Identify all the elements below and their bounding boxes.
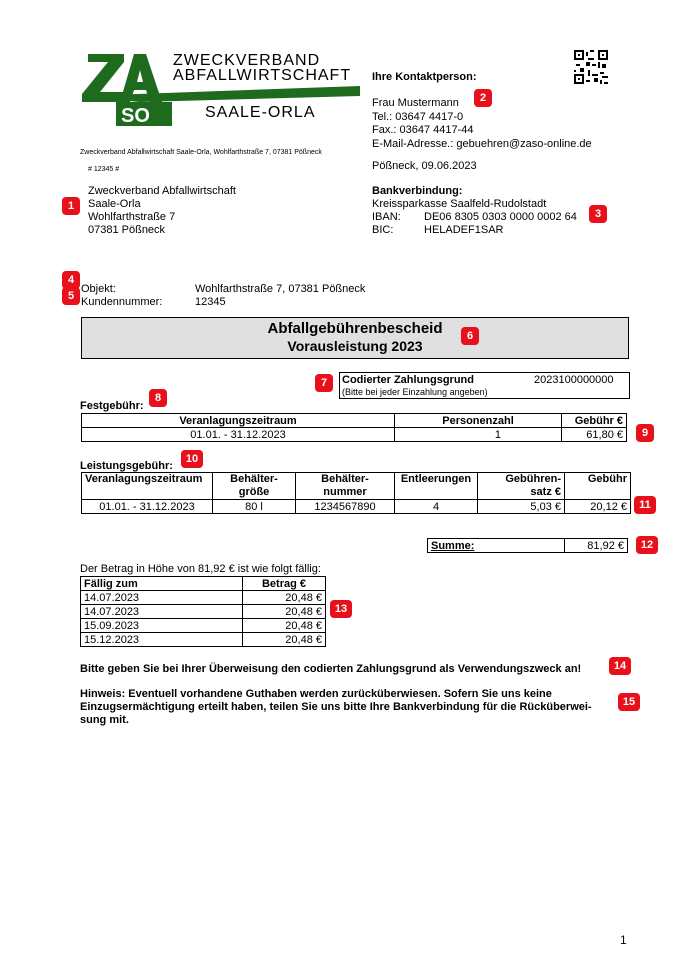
table-row	[428, 539, 628, 553]
marker-badge-11: 11	[634, 496, 656, 514]
table-header: Veranlagungszeitraum	[82, 414, 395, 428]
customer-number-label: Kundennummer:	[81, 296, 163, 308]
table-cell: 61,80 €	[562, 428, 627, 442]
table-header: Behälter- größe	[213, 473, 296, 500]
due-table	[80, 576, 326, 647]
marker-badge-8: 8	[149, 389, 167, 407]
festgebuehr-heading: Festgebühr:	[80, 400, 144, 412]
marker-badge-4: 4	[62, 271, 80, 289]
table-cell: 01.01. - 31.12.2023	[82, 428, 395, 442]
recipient-line: Wohlfarthstraße 7	[88, 211, 176, 223]
bic-value: HELADEF1SAR	[424, 224, 504, 236]
table-header-row	[82, 414, 627, 428]
qr-code	[574, 50, 608, 84]
marker-badge-13: 13	[330, 600, 352, 618]
recipient-line: 07381 Pößneck	[88, 224, 166, 236]
table-header: Betrag €	[243, 577, 326, 591]
summe-value: 81,92 €	[565, 539, 628, 553]
table-row	[82, 500, 631, 514]
table-cell: 15.12.2023	[81, 633, 243, 647]
table-cell: 1	[395, 428, 562, 442]
iban-label: IBAN:	[372, 211, 401, 223]
table-cell: 5,03 €	[478, 500, 565, 514]
table-cell: 01.01. - 31.12.2023	[82, 500, 213, 514]
marker-badge-6: 6	[461, 327, 479, 345]
table-row	[81, 605, 326, 619]
title-box	[81, 317, 629, 359]
object-label: Objekt:	[81, 283, 116, 295]
letter-date: Pößneck, 09.06.2023	[372, 160, 477, 172]
summe-table	[427, 538, 628, 553]
summe-label: Summe:	[428, 539, 565, 553]
logo-line1: ZWECKVERBAND	[173, 52, 321, 69]
payment-code-note: (Bitte bei jeder Einzahlung angeben)	[342, 387, 488, 397]
table-cell: 14.07.2023	[81, 605, 243, 619]
payment-code-box	[339, 372, 630, 399]
marker-badge-15: 15	[618, 693, 640, 711]
table-row	[82, 428, 627, 442]
notice-hint-line: sung mit.	[80, 714, 129, 726]
contact-fax: Fax.: 03647 4417-44	[372, 124, 474, 136]
sender-line: Zweckverband Abfallwirtschaft Saale-Orla, Wohlfarthstraße 7, 07381 Pößneck	[80, 149, 322, 156]
marker-badge-12: 12	[636, 536, 658, 554]
notice-payment-code: Bitte geben Sie bei Ihrer Überweisung den codierten Zahlungsgrund als Verwendungszweck an!	[80, 663, 582, 675]
table-header: Gebühr	[565, 473, 631, 500]
notice-hint	[80, 688, 592, 727]
payment-code-label: Codierter Zahlungsgrund	[342, 374, 474, 386]
bank-name: Kreissparkasse Saalfeld-Rudolstadt	[372, 198, 547, 210]
table-cell: 20,48 €	[243, 605, 326, 619]
due-intro: Der Betrag in Höhe von 81,92 € ist wie folgt fällig:	[80, 563, 321, 575]
table-header-row	[82, 473, 631, 500]
contact-tel: Tel.: 03647 4417-0	[372, 110, 464, 123]
marker-badge-7: 7	[315, 374, 333, 392]
table-header: Gebühr €	[562, 414, 627, 428]
table-header: Entleerungen	[395, 473, 478, 500]
leistung-table	[81, 472, 631, 514]
title-line1: Abfallgebührenbescheid	[267, 320, 443, 337]
leistung-heading: Leistungsgebühr:	[80, 460, 173, 472]
table-header: Gebühren- satz €	[478, 473, 565, 500]
marker-badge-10: 10	[181, 450, 203, 468]
marker-badge-3: 3	[589, 205, 607, 223]
contact-name: Frau Mustermann	[372, 97, 459, 109]
table-cell: 1234567890	[296, 500, 395, 514]
marker-badge-9: 9	[636, 424, 654, 442]
payment-code-value: 2023100000000	[534, 374, 614, 386]
notice-hint-line: Hinweis: Eventuell vorhandene Guthaben werden zurücküberwiesen. Sofern Sie uns keine	[80, 688, 552, 700]
recipient-line: Saale-Orla	[88, 198, 141, 210]
contact-heading: Ihre Kontaktperson:	[372, 71, 477, 83]
table-row	[81, 633, 326, 647]
iban-value: DE06 8305 0303 0000 0002 64	[424, 211, 577, 223]
table-cell: 15.09.2023	[81, 619, 243, 633]
table-cell: 4	[395, 500, 478, 514]
notice-hint-line: Einzugsermächtigung erteilt haben, teilen Sie uns bitte Ihre Bankverbindung für die Rücküberwei-	[80, 701, 592, 713]
customer-number-value: 12345	[195, 296, 226, 308]
table-cell: 20,48 €	[243, 591, 326, 605]
object-value: Wohlfarthstraße 7, 07381 Pößneck	[195, 283, 366, 295]
festgebuehr-table	[81, 413, 627, 442]
recipient-address	[88, 185, 236, 237]
table-header: Behälter- nummer	[296, 473, 395, 500]
table-cell: 20,12 €	[565, 500, 631, 514]
title-line2: Vorausleistung 2023	[287, 338, 423, 354]
table-cell: 14.07.2023	[81, 591, 243, 605]
table-row	[81, 619, 326, 633]
bic-label: BIC:	[372, 224, 394, 236]
table-cell: 80 l	[213, 500, 296, 514]
table-header: Fällig zum	[81, 577, 243, 591]
svg-text:SO: SO	[121, 105, 150, 127]
bank-heading: Bankverbindung:	[372, 185, 463, 197]
ref-number: # 12345 #	[88, 166, 120, 173]
marker-badge-2: 2	[474, 89, 492, 107]
recipient-line: Zweckverband Abfallwirtschaft	[88, 185, 236, 197]
page-number: 1	[620, 933, 627, 947]
table-header-row	[81, 577, 326, 591]
logo-line2: ABFALLWIRTSCHAFT	[173, 67, 352, 84]
table-cell: 20,48 €	[243, 633, 326, 647]
table-header: Veranlagungszeitraum	[82, 473, 213, 500]
marker-badge-1: 1	[62, 197, 80, 215]
table-row	[81, 591, 326, 605]
marker-badge-14: 14	[609, 657, 631, 675]
contact-email[interactable]: E-Mail-Adresse.: gebuehren@zaso-online.de	[372, 137, 592, 150]
logo-line3: SAALE-ORLA	[205, 104, 316, 121]
marker-badge-5: 5	[62, 287, 80, 305]
table-cell: 20,48 €	[243, 619, 326, 633]
table-header: Personenzahl	[395, 414, 562, 428]
